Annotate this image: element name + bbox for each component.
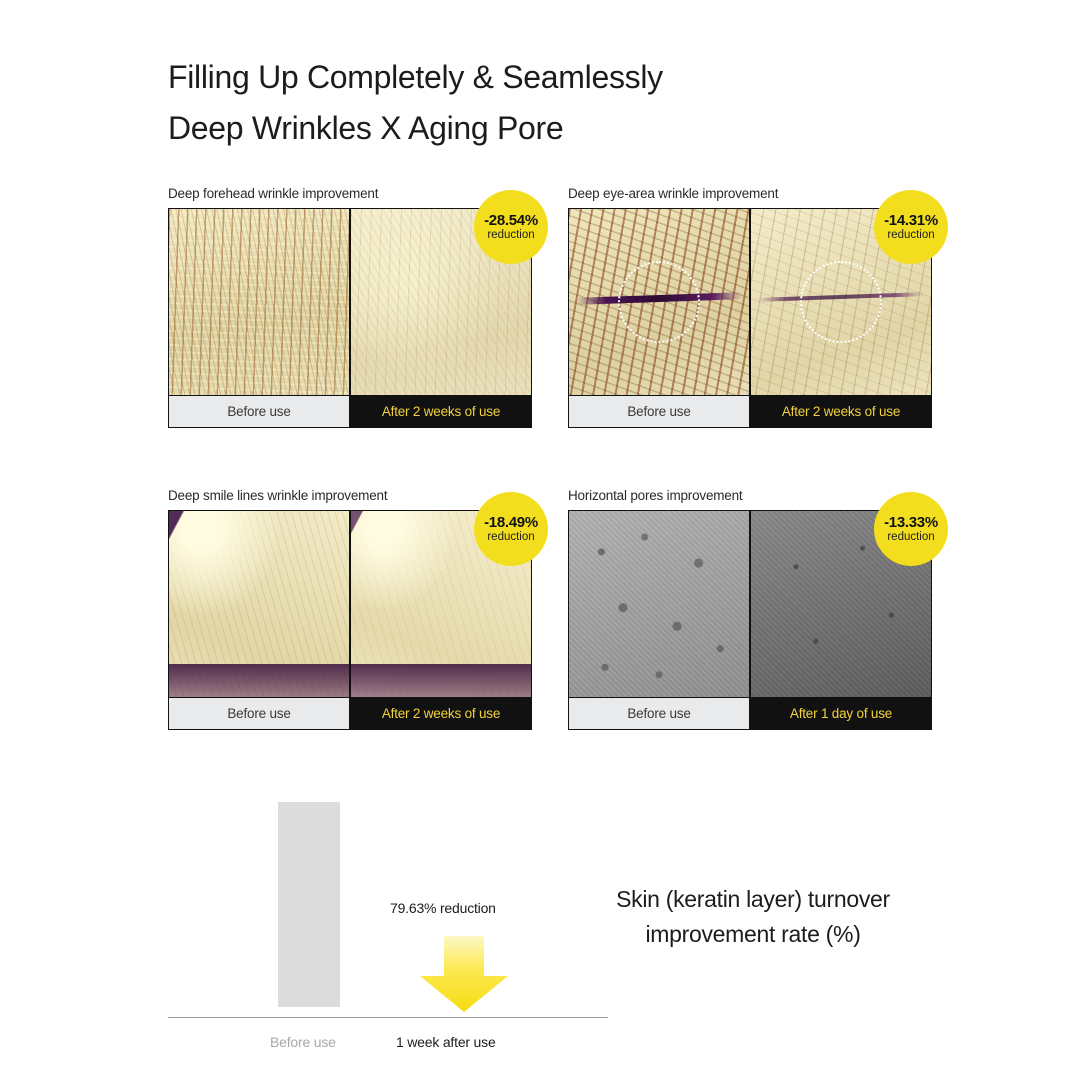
mouth-region: [351, 664, 531, 697]
before-image: [169, 511, 349, 697]
after-label: After 1 day of use: [749, 698, 931, 729]
reduction-badge: [474, 190, 548, 264]
study-card-row: [168, 186, 938, 428]
reduction-badge-value: -13.33%: [884, 513, 938, 531]
chart-annotation: 79.63% reduction: [390, 900, 496, 916]
reduction-badge-sub: reduction: [487, 229, 535, 242]
page-title-line-2: Deep Wrinkles X Aging Pore: [168, 109, 564, 146]
turnover-chart: [168, 786, 912, 1066]
after-label: After 2 weeks of use: [749, 396, 931, 427]
reduction-badge-value: -18.49%: [484, 513, 538, 531]
highlight-circle: [800, 261, 882, 343]
study-card-caption: Deep smile lines wrinkle improvement: [168, 488, 388, 503]
before-label: Before use: [169, 396, 349, 427]
before-after-labels: [568, 396, 932, 428]
before-after-labels: [568, 698, 932, 730]
before-image: [569, 209, 749, 395]
down-arrow-icon: [418, 936, 510, 1012]
before-label: Before use: [569, 396, 749, 427]
reduction-badge-sub: reduction: [887, 229, 935, 242]
chart-xlabel-before: Before use: [270, 1034, 336, 1050]
reduction-badge: [874, 190, 948, 264]
study-card-caption: Horizontal pores improvement: [568, 488, 743, 503]
page-title-line-1: Filling Up Completely & Seamlessly: [168, 59, 663, 95]
before-label: Before use: [569, 698, 749, 729]
study-card-forehead: [168, 186, 538, 428]
chart-title: [588, 882, 918, 951]
reduction-badge-sub: reduction: [887, 531, 935, 544]
reduction-badge: [874, 492, 948, 566]
chart-title-line-1: Skin (keratin layer) turnover: [616, 886, 890, 912]
study-card-caption: Deep eye-area wrinkle improvement: [568, 186, 779, 201]
study-card-row: [168, 488, 938, 730]
study-card-smile-lines: [168, 488, 538, 730]
after-label: After 2 weeks of use: [349, 698, 531, 729]
mouth-region: [169, 664, 349, 697]
reduction-badge: [474, 492, 548, 566]
before-label: Before use: [169, 698, 349, 729]
before-after-labels: [168, 396, 532, 428]
reduction-badge-value: -28.54%: [484, 211, 538, 229]
chart-axis-line: [168, 1017, 608, 1018]
study-card-eye-area: [568, 186, 938, 428]
before-image: [569, 511, 749, 697]
study-card-pores: [568, 488, 938, 730]
reduction-badge-sub: reduction: [487, 531, 535, 544]
page-title: [168, 52, 663, 153]
study-card-caption: Deep forehead wrinkle improvement: [168, 186, 379, 201]
chart-xlabel-after: 1 week after use: [396, 1034, 496, 1050]
highlight-circle: [618, 261, 700, 343]
chart-bar-before: [278, 802, 340, 1007]
after-label: After 2 weeks of use: [349, 396, 531, 427]
reduction-badge-value: -14.31%: [884, 211, 938, 229]
study-cards: [168, 186, 938, 730]
before-after-labels: [168, 698, 532, 730]
chart-title-line-2: improvement rate (%): [645, 920, 861, 947]
before-image: [169, 209, 349, 395]
